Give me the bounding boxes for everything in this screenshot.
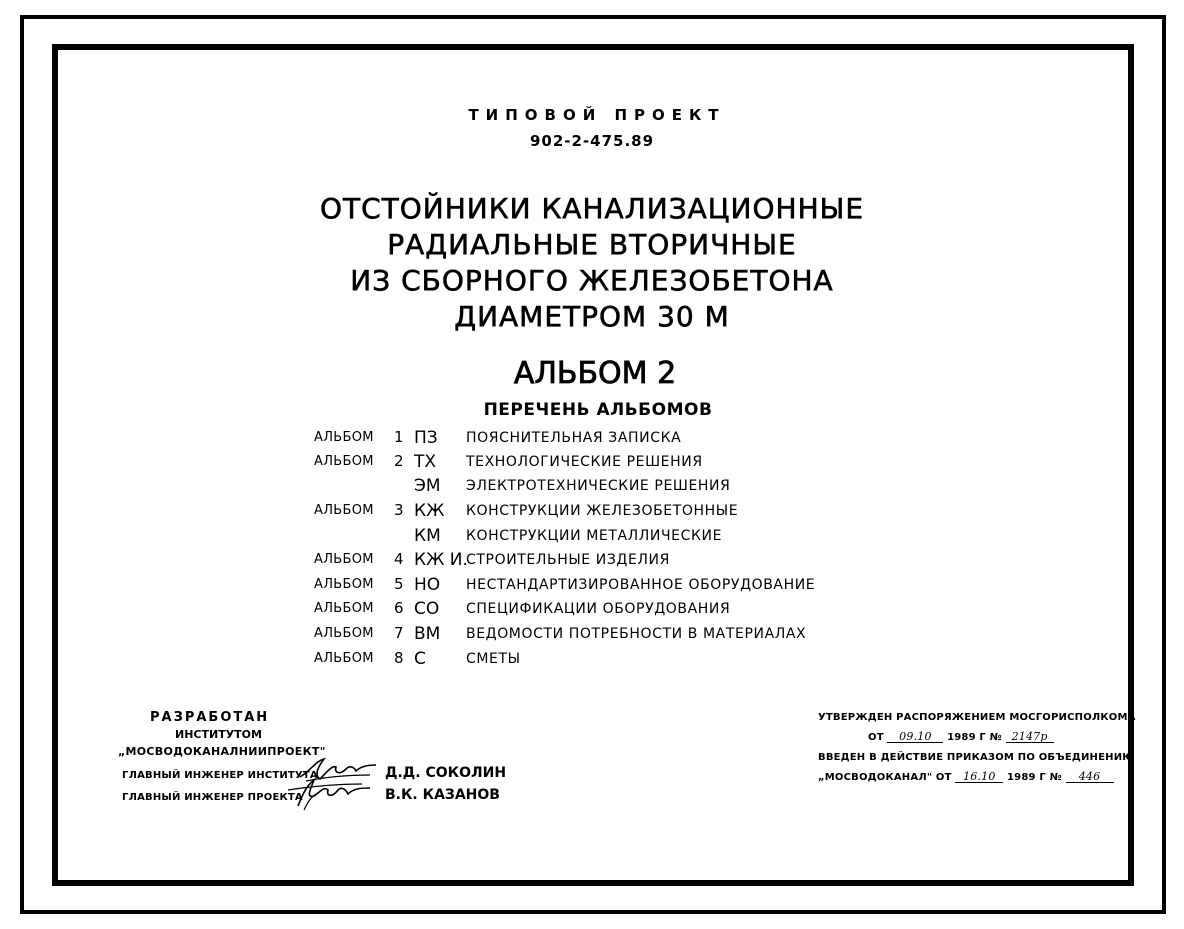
chief-engineer-institute-name: Д.Д. СОКОЛИН: [385, 765, 507, 781]
album-description: ВЕДОМОСТИ ПОТРЕБНОСТИ В МАТЕРИАЛАХ: [466, 626, 807, 642]
album-list-title: ПЕРЕЧЕНЬ АЛЬБОМОВ: [483, 400, 713, 420]
album-description: КОНСТРУКЦИИ ЖЕЛЕЗОБЕТОННЫЕ: [466, 503, 739, 519]
album-description: ЭЛЕКТРОТЕХНИЧЕСКИЕ РЕШЕНИЯ: [466, 478, 731, 494]
album-label: АЛЬБОМ: [314, 552, 374, 567]
approval-line-2: [868, 731, 1054, 743]
album-label: АЛЬБОМ: [314, 577, 374, 592]
signature-kazanov: [284, 776, 374, 812]
developer-institute: „МОСВОДОКАНАЛНИИПРОЕКТ": [118, 745, 326, 758]
title-line-4: ДИАМЕТРОМ 30 М: [454, 300, 730, 333]
project-type: ТИПОВОЙ ПРОЕКТ: [468, 106, 726, 124]
album-number: 5: [394, 575, 404, 593]
album-code: НО: [414, 575, 441, 595]
album-label: АЛЬБОМ: [314, 601, 374, 616]
approval-number-2: 446: [1066, 771, 1114, 783]
album-description: ТЕХНОЛОГИЧЕСКИЕ РЕШЕНИЯ: [466, 454, 703, 470]
album-description: ПОЯСНИТЕЛЬНАЯ ЗАПИСКА: [466, 430, 682, 446]
approval-line-4: [818, 771, 1114, 783]
album-code: КЖ: [414, 501, 445, 521]
album-number: 2: [394, 452, 404, 470]
approval-ot-label: ОТ: [868, 732, 884, 743]
album-number: 6: [394, 599, 404, 617]
developer-line-2: ИНСТИТУТОМ: [175, 728, 262, 741]
album-number: 1: [394, 428, 404, 446]
approval-org: „МОСВОДОКАНАЛ" ОТ: [818, 772, 952, 783]
album-number: 3: [394, 501, 404, 519]
title-line-3: ИЗ СБОРНОГО ЖЕЛЕЗОБЕТОНА: [350, 264, 834, 297]
album-number: 4: [394, 550, 404, 568]
title-line-1: ОТСТОЙНИКИ КАНАЛИЗАЦИОННЫЕ: [319, 192, 865, 225]
album-description: НЕСТАНДАРТИЗИРОВАННОЕ ОБОРУДОВАНИЕ: [466, 577, 816, 593]
approval-line-3: ВВЕДЕН В ДЕЙСТВИЕ ПРИКАЗОМ ПО ОБЪЕДИНЕНИЮ: [818, 752, 1135, 763]
album-description: КОНСТРУКЦИИ МЕТАЛЛИЧЕСКИЕ: [466, 528, 723, 544]
developer-line-1: РАЗРАБОТАН: [150, 710, 270, 725]
chief-engineer-project-name: В.К. КАЗАНОВ: [385, 787, 500, 803]
album-code: ВМ: [414, 624, 441, 644]
album-description: СПЕЦИФИКАЦИИ ОБОРУДОВАНИЯ: [466, 601, 731, 617]
album-code: КМ: [414, 526, 441, 546]
album-label: АЛЬБОМ: [314, 651, 374, 666]
album-code: ТХ: [414, 452, 437, 472]
approval-date-1: 09.10: [887, 731, 943, 743]
album-number: 7: [394, 624, 404, 642]
title-line-2: РАДИАЛЬНЫЕ ВТОРИЧНЫЕ: [387, 228, 797, 261]
album-code: КЖ И.: [414, 550, 468, 570]
album-title: АЛЬБОМ 2: [513, 356, 677, 391]
project-code: 902-2-475.89: [529, 132, 655, 150]
approval-year-label: 1989 Г №: [947, 732, 1002, 743]
album-description: СТРОИТЕЛЬНЫЕ ИЗДЕЛИЯ: [466, 552, 670, 568]
album-code: СО: [414, 599, 440, 619]
album-label: АЛЬБОМ: [314, 454, 374, 469]
approval-date-2: 16.10: [955, 771, 1003, 783]
approval-number-1: 2147р: [1006, 731, 1054, 743]
album-label: АЛЬБОМ: [314, 626, 374, 641]
approval-line-1: УТВЕРЖДЕН РАСПОРЯЖЕНИЕМ МОСГОРИСПОЛКОМА: [818, 712, 1136, 723]
album-label: АЛЬБОМ: [314, 503, 374, 518]
chief-engineer-project-role: ГЛАВНЫЙ ИНЖЕНЕР ПРОЕКТА: [122, 792, 303, 803]
chief-engineer-institute-role: ГЛАВНЫЙ ИНЖЕНЕР ИНСТИТУТА: [122, 770, 318, 781]
album-number: 8: [394, 649, 404, 667]
album-code: С: [414, 649, 426, 669]
album-code: ПЗ: [414, 428, 438, 448]
approval-year-label-2: 1989 Г №: [1007, 772, 1062, 783]
album-code: ЭМ: [414, 476, 441, 496]
album-label: АЛЬБОМ: [314, 430, 374, 445]
album-description: СМЕТЫ: [466, 651, 521, 667]
